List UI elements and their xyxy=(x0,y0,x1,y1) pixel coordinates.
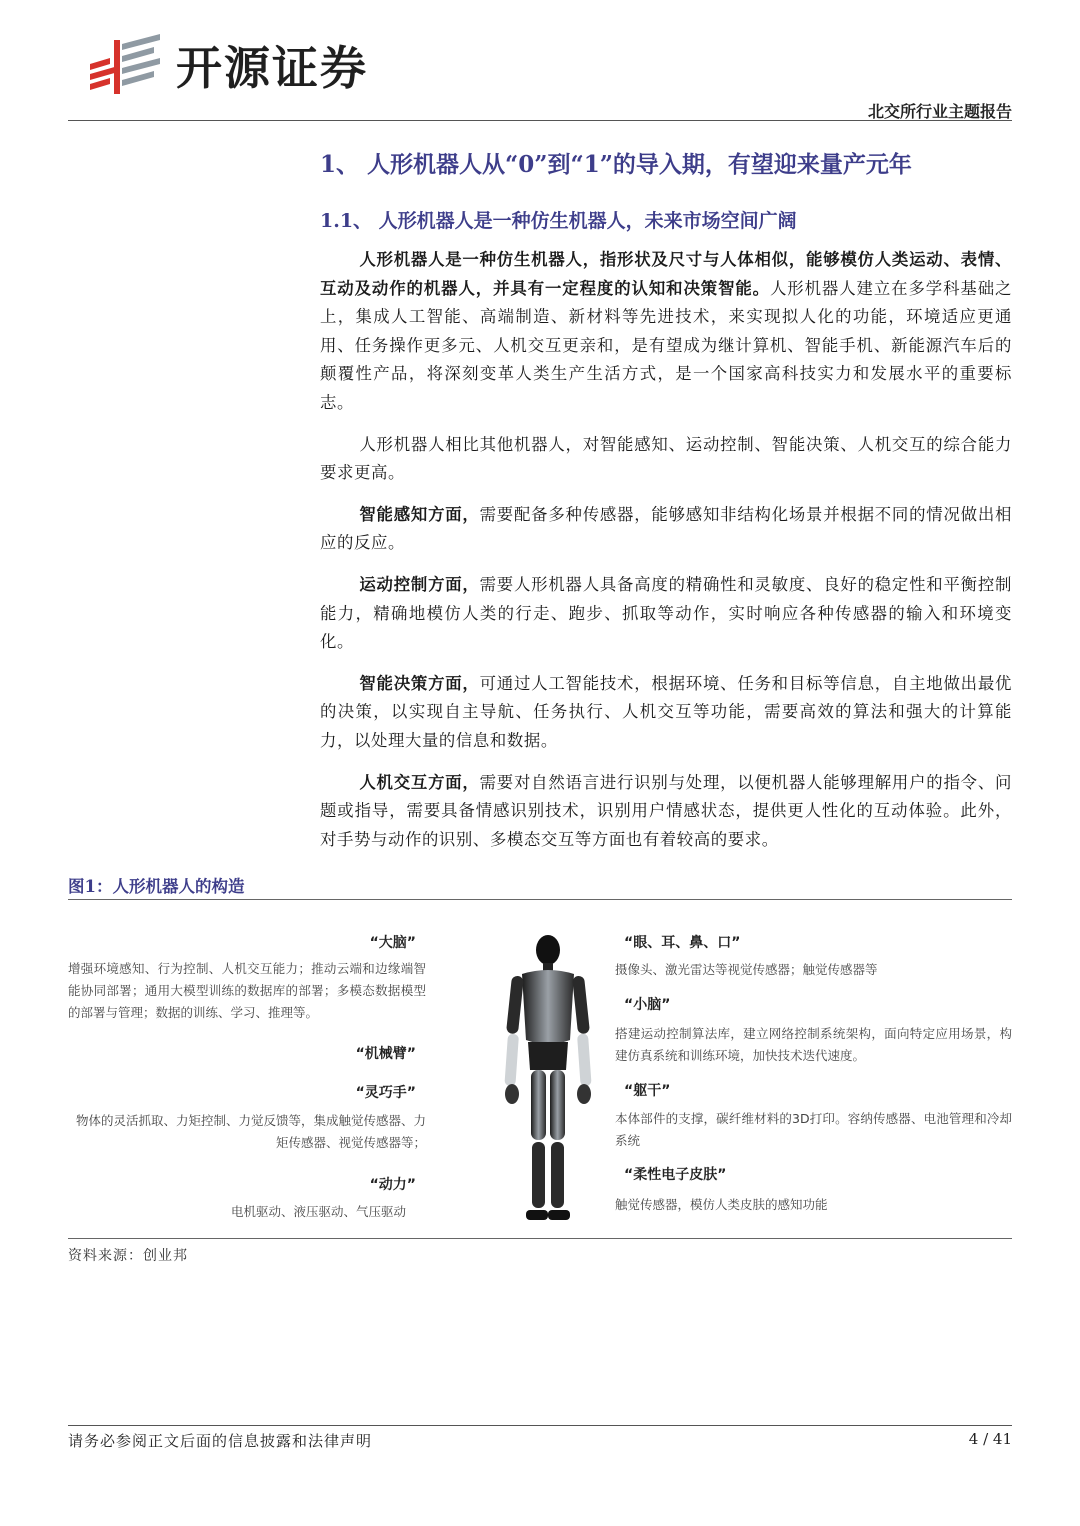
paragraph-lead: 人形机器人是一种仿生机器人，指形状及尺寸与人体相似，能够模仿人类运动、表情、互动及动作的机器人，并具有一定程度的认知和决策智能。 xyxy=(320,250,1012,298)
figure-top-rule xyxy=(68,899,1012,900)
paragraph xyxy=(320,431,1012,488)
figure-bottom-rule xyxy=(68,1238,1012,1239)
paragraph xyxy=(320,571,1012,657)
label-skin: “柔性电子皮肤” xyxy=(624,1167,727,1183)
label-senses: “眼、耳、鼻、口” xyxy=(624,935,741,951)
paragraph-text: 需要人形机器人具备高度的精确性和灵敏度、良好的稳定性和平衡控制能力，精确地模仿人类的行走、跑步、抓取等动作，实时响应各种传感器的输入和环境变化。 xyxy=(320,574,1012,652)
desc-cerebellum: 搭建运动控制算法库，建立网络控制系统架构，面向特定应用场景，构建仿真系统和训练环境，加快技术迭代速度。 xyxy=(615,1026,1012,1063)
paragraph-lead: 运动控制方面， xyxy=(359,574,480,594)
paragraph-text: 人形机器人相比其他机器人，对智能感知、运动控制、智能决策、人机交互的综合能力要求更高。 xyxy=(320,434,1012,483)
paragraph-text: 需要对自然语言进行识别与处理，以便机器人能够理解用户的指令、问题或指导，需要具备情感识别技术，识别用户情感状态，提供更人性化的互动体验。此外，对手势与动作的识别、多模态交互等方面也有着较高的要求。 xyxy=(320,772,1012,849)
paragraph-text: 人形机器人建立在多学科基础之上，集成人工智能、高端制造、新材料等先进技术，来实现拟人化的功能，环境适应更通用、任务操作更多元、人机交互更亲和，是有望成为继计算机、智能手机、新能源汽车后的颠覆性产品，将深刻变革人类生产生活方式，是一个国家高科技实力和发展水平的重要标志。 xyxy=(320,278,1012,412)
desc-torso: 本体部件的支撑，碳纤维材料的3D打印。容纳传感器、电池管理和冷却系统 xyxy=(615,1111,1012,1148)
desc-senses: 摄像头、激光雷达等视觉传感器；触觉传感器等 xyxy=(615,962,878,977)
page-number: 4 / 41 xyxy=(968,1430,1012,1448)
desc-skin: 触觉传感器，模仿人类皮肤的感知功能 xyxy=(615,1197,828,1212)
figure-source: 资料来源：创业邦 xyxy=(68,1248,188,1264)
figure-title: 图1：人形机器人的构造 xyxy=(68,877,245,896)
label-torso: “躯干” xyxy=(624,1083,671,1099)
label-hand: “灵巧手” xyxy=(355,1085,416,1101)
footer-divider xyxy=(68,1425,1012,1426)
paragraph xyxy=(320,769,1012,855)
logo-mark-icon xyxy=(88,34,162,96)
label-cerebellum: “小脑” xyxy=(624,997,671,1013)
robot-structure-figure xyxy=(68,902,1012,1236)
report-type: 北交所行业主题报告 xyxy=(867,102,1012,121)
logo-text: 开源证券 xyxy=(176,41,368,95)
label-brain: “大脑” xyxy=(369,935,416,951)
paragraph-lead: 智能决策方面， xyxy=(359,673,480,693)
label-arm: “机械臂” xyxy=(355,1046,416,1062)
paragraph xyxy=(320,246,1012,418)
paragraph-lead: 人机交互方面， xyxy=(359,772,480,792)
desc-hand: 物体的灵活抓取、力矩控制、力觉反馈等，集成触觉传感器、力矩传感器、视觉传感器等； xyxy=(76,1113,427,1150)
humanoid-robot-icon xyxy=(488,930,608,1230)
label-power: “动力” xyxy=(369,1177,416,1193)
header-divider xyxy=(68,120,1012,121)
footer-disclaimer: 请务必参阅正文后面的信息披露和法律声明 xyxy=(68,1432,373,1450)
paragraph-text: 可通过人工智能技术，根据环境、任务和目标等信息，自主地做出最优的决策，以实现自主导航、任务执行、人机交互等功能，需要高效的算法和强大的计算能力，以处理大量的信息和数据。 xyxy=(320,673,1012,750)
desc-power: 电机驱动、液压驱动、气压驱动 xyxy=(230,1204,406,1219)
desc-brain: 增强环境感知、行为控制、人机交互能力；推动云端和边缘端智能协同部署；通用大模型训练的数据库的部署；多模态数据模型的部署与管理；数据的训练、学习、推理等。 xyxy=(68,961,426,1020)
subsection-heading: 1.1、 人形机器人是一种仿生机器人，未来市场空间广阔 xyxy=(320,210,797,232)
body-text xyxy=(320,246,1012,867)
paragraph-text: 需要配备多种传感器，能够感知非结构化场景并根据不同的情况做出相应的反应。 xyxy=(320,504,1012,553)
paragraph-lead: 智能感知方面， xyxy=(359,504,480,524)
company-logo xyxy=(88,32,368,98)
paragraph xyxy=(320,501,1012,558)
section-heading: 1、 人形机器人从“0”到“1”的导入期，有望迎来量产元年 xyxy=(320,151,912,178)
paragraph xyxy=(320,670,1012,756)
